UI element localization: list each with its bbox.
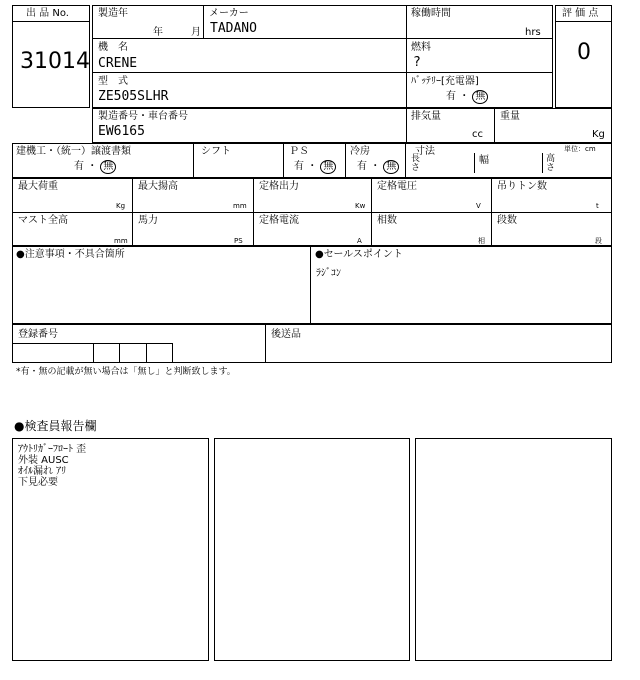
fuel-label: 燃料: [411, 42, 431, 53]
model-type-value: ZE505SLHR: [98, 89, 169, 104]
stages-label: 段数: [497, 215, 517, 226]
stages-unit: 段: [595, 237, 602, 245]
score-label: 評 価 点: [562, 8, 599, 19]
cooler-dot: ・: [370, 161, 381, 172]
max-lift-height-label: 最大揚高: [138, 181, 178, 192]
serial-value: EW6165: [98, 124, 145, 139]
sales-value: ﾗｼﾞｺﾝ: [316, 268, 341, 279]
rated-voltage-unit: V: [476, 202, 481, 210]
year-label: 製造年: [98, 8, 128, 19]
horsepower-label: 馬力: [138, 215, 158, 226]
lifting-tonnage-label: 吊りトン数: [497, 181, 547, 192]
ps-yes-no: [294, 160, 336, 174]
max-load-label: 最大荷重: [18, 181, 58, 192]
cooler-label: 冷房: [350, 146, 370, 157]
displacement-label: 排気量: [411, 111, 441, 122]
inspector-report-text: ｱｳﾄﾘｶﾞｰﾌﾛｰﾄ 歪 外装 AUSC ｵｲﾙ漏れ ｱﾘ 下見必要: [18, 444, 87, 488]
dims-width: 幅: [479, 155, 489, 166]
battery-dot: ・: [459, 91, 470, 102]
rated-output-unit: Kw: [355, 202, 366, 210]
ps-dot: ・: [307, 161, 318, 172]
serial-label: 製造番号・車台番号: [98, 111, 188, 122]
displacement-unit: cc: [472, 129, 483, 140]
max-lift-height-unit: mm: [233, 202, 247, 210]
month-unit: 月: [191, 27, 201, 38]
remarks-label: ●注意事項・不具合箇所: [16, 249, 125, 260]
ps-no-circled: 無: [320, 160, 336, 174]
hours-unit: hrs: [525, 27, 541, 38]
registration-label: 登録番号: [18, 329, 58, 340]
lot-number: 31014: [20, 49, 90, 74]
footnote: *有・無の記載が無い場合は「無し」と判断致します。: [16, 367, 236, 377]
transfer-doc-label: 建機工・（統一）譲渡書類: [16, 146, 131, 157]
mast-height-label: マスト全高: [18, 215, 68, 226]
cooler-yes: 有: [357, 161, 367, 172]
rated-output-label: 定格出力: [259, 181, 299, 192]
maker-label: メーカー: [209, 8, 249, 19]
inspector-report-box-2: [214, 438, 410, 661]
rated-voltage-label: 定格電圧: [377, 181, 417, 192]
rated-current-unit: A: [357, 237, 362, 245]
horsepower-unit: PS: [234, 237, 243, 245]
weight-label: 重量: [500, 111, 520, 122]
score-value: 0: [577, 40, 591, 65]
mast-height-unit: mm: [114, 237, 128, 245]
phases-unit: 相: [478, 237, 485, 245]
max-load-unit: Kg: [116, 202, 126, 210]
year-unit: 年: [153, 27, 163, 38]
hours-label: 稼働時間: [411, 8, 451, 19]
transfer-doc-yes: 有: [74, 161, 84, 172]
model-name-label: 機 名: [98, 42, 128, 53]
rated-current-label: 定格電流: [259, 215, 299, 226]
phases-label: 相数: [377, 215, 397, 226]
transfer-doc-no-circled: 無: [100, 160, 116, 174]
dims-height: 高 さ: [546, 154, 556, 173]
maker-value: TADANO: [210, 21, 257, 36]
dims-label: 寸法: [415, 146, 435, 157]
dims-unit-note: 単位：cm: [564, 145, 596, 153]
cooler-no-circled: 無: [383, 160, 399, 174]
shift-label: シフト: [201, 146, 231, 157]
lot-label: 出 品 No.: [26, 8, 69, 19]
transfer-doc-yes-no: [74, 160, 116, 174]
battery-no-circled: 無: [472, 90, 488, 104]
inspector-title: ●検査員報告欄: [14, 419, 97, 433]
ps-label: ＰＳ: [289, 146, 309, 157]
battery-yes-no: [446, 90, 488, 104]
sales-label: ●セールスポイント: [315, 249, 403, 260]
battery-label: ﾊﾞｯﾃﾘｰ[充電器]: [411, 76, 479, 87]
transfer-doc-dot: ・: [87, 161, 98, 172]
battery-yes: 有: [446, 91, 456, 102]
shipping-label: 後送品: [271, 329, 301, 340]
dims-length: 長 さ: [411, 154, 421, 173]
cooler-yes-no: [357, 160, 399, 174]
fuel-value: ?: [413, 55, 421, 70]
lifting-tonnage-unit: t: [596, 202, 599, 210]
model-type-label: 型 式: [98, 76, 128, 87]
inspector-report-box-3: [415, 438, 612, 661]
model-name-value: CRENE: [98, 56, 138, 71]
weight-unit: Kg: [592, 129, 605, 140]
ps-yes: 有: [294, 161, 304, 172]
